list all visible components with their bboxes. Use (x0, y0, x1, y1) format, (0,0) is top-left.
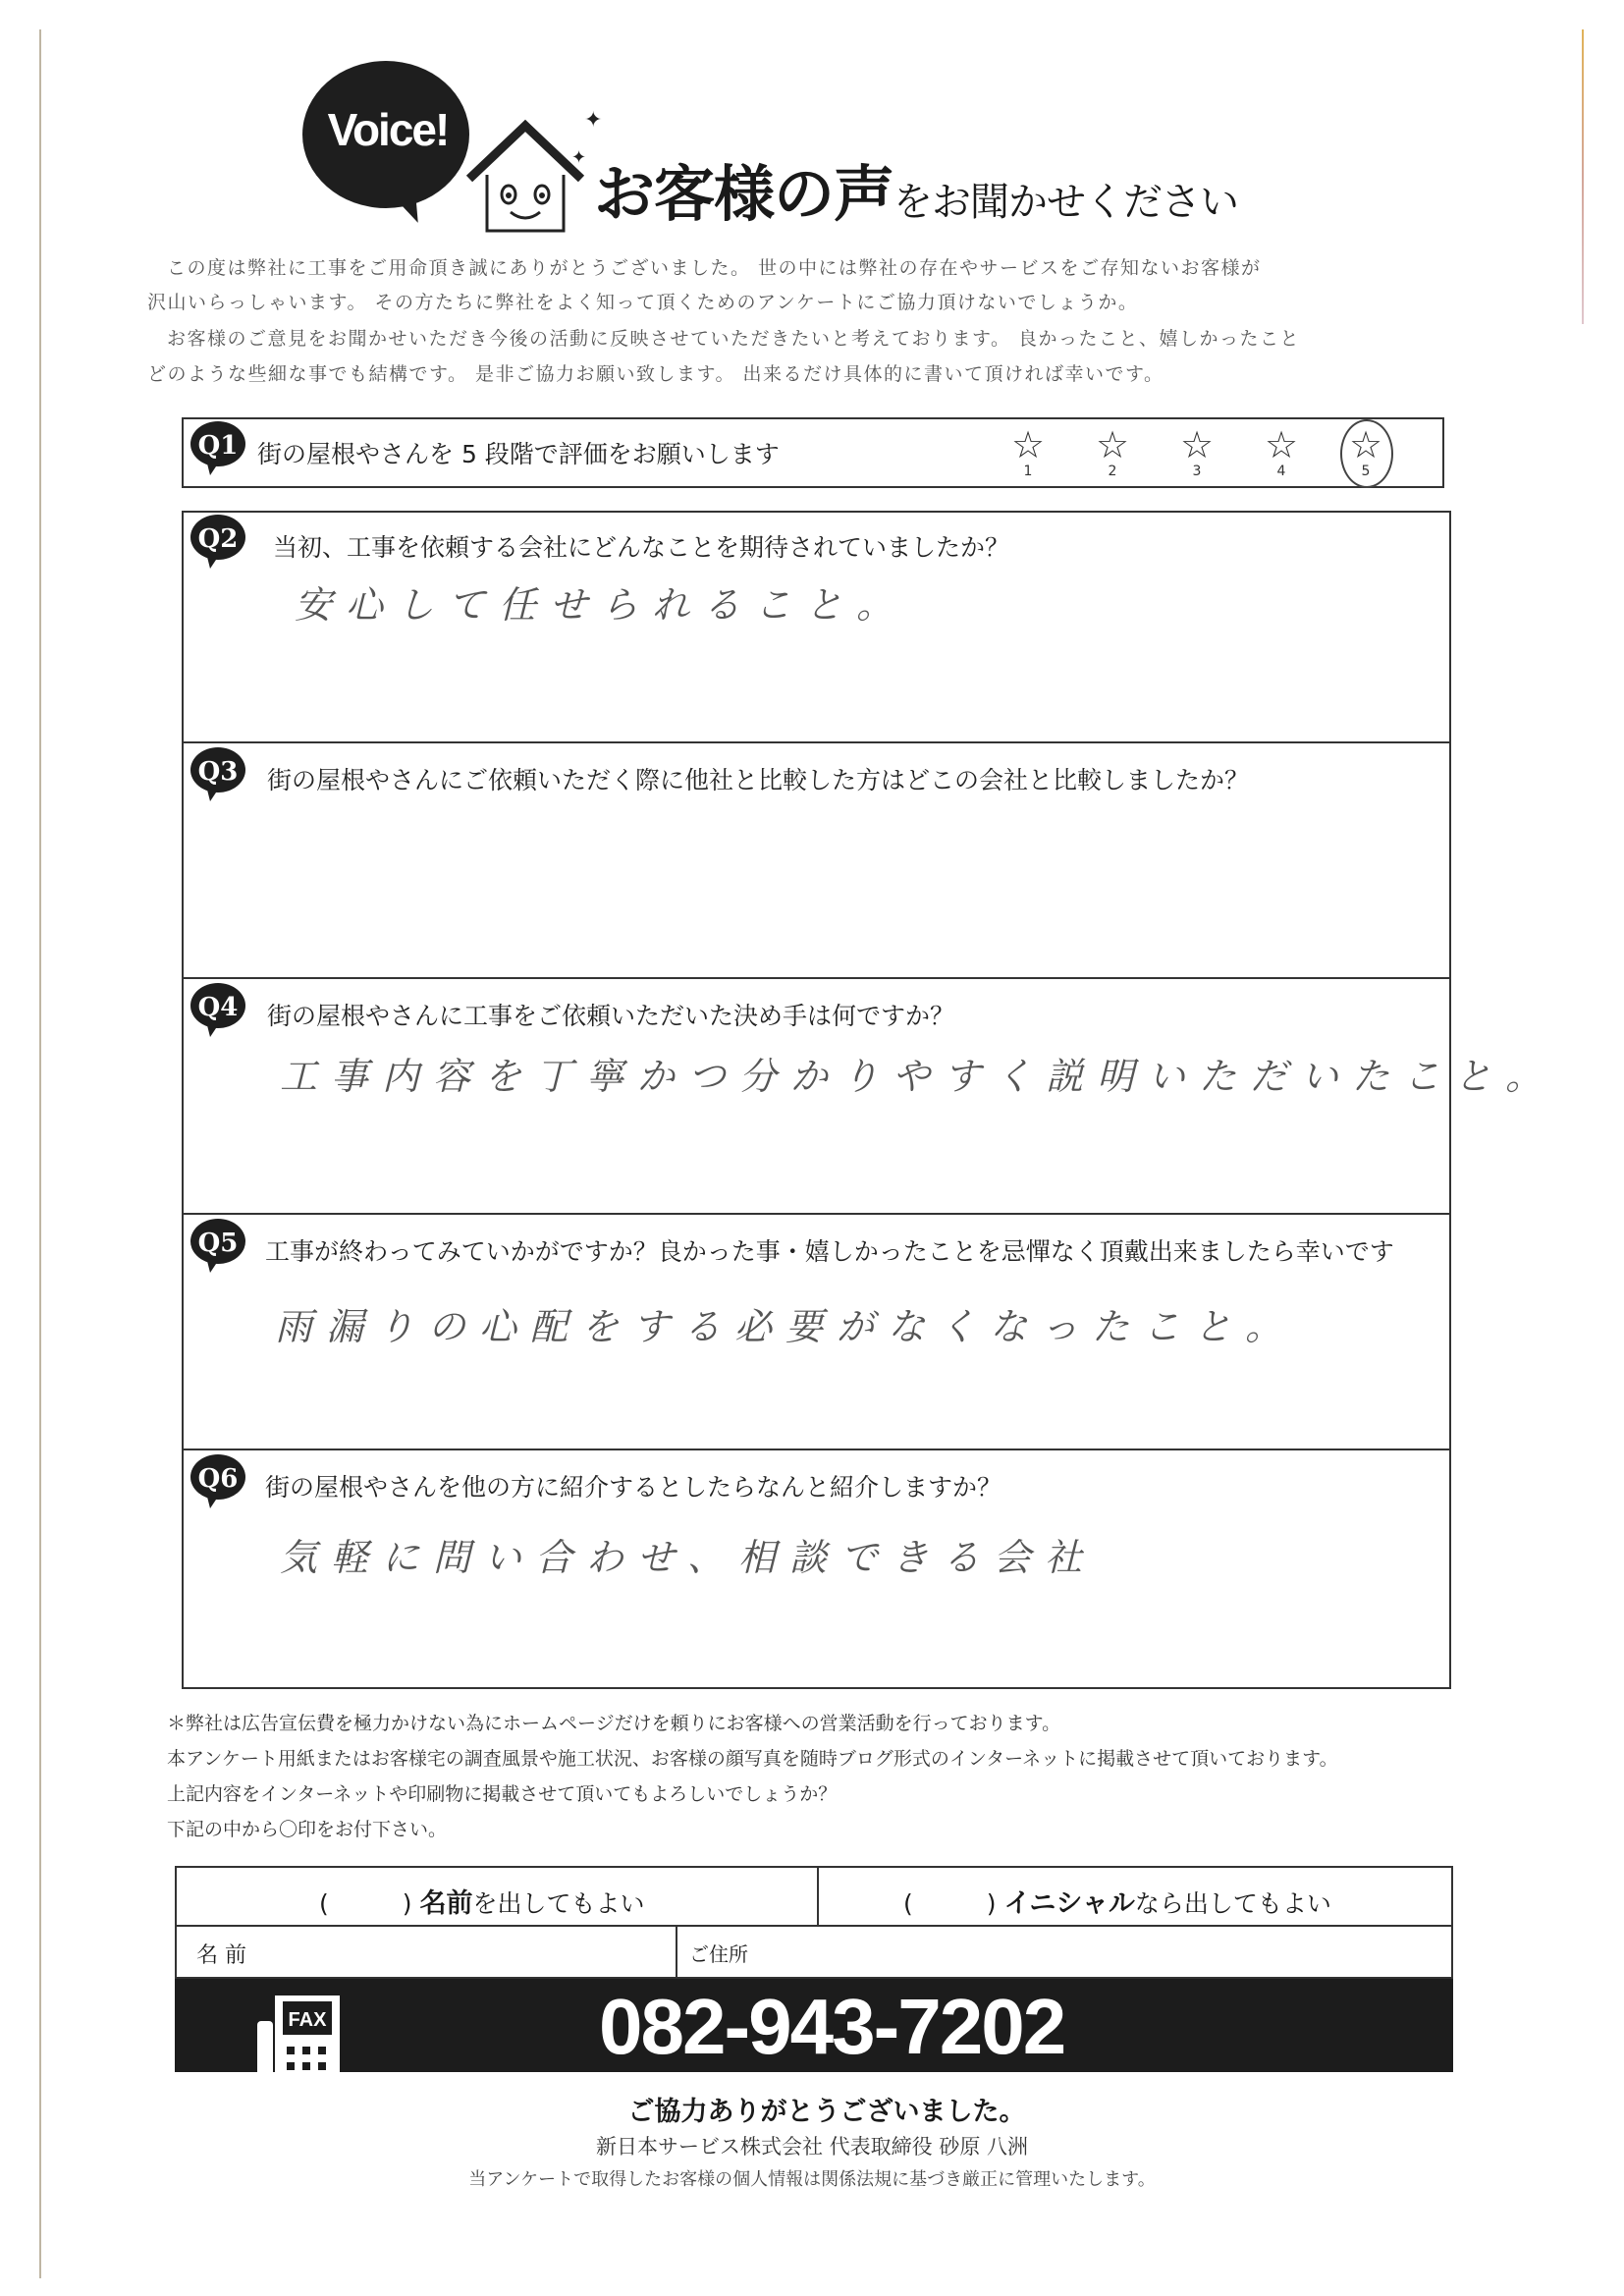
intro-line: この度は弊社に工事をご用命頂き誠にありがとうございました。 世の中には弊社の存在やサービスをご存知ないお客様が (167, 257, 1262, 279)
q2-answer[interactable]: 安心して任せられること。 (295, 583, 908, 627)
q1-badge-icon (189, 420, 247, 475)
q5-answer[interactable]: 雨漏りの心配をする必要がなくなったこと。 (275, 1305, 1297, 1348)
address-field[interactable] (766, 1927, 1448, 1978)
q5-text: 工事が終わってみていかがですか？良かった事・嬉しかったことを忌憚なく頂戴出来ましたら幸いです (265, 1237, 1394, 1266)
svg-text:Q1: Q1 (197, 431, 239, 461)
star-icon: ☆ (1265, 423, 1299, 466)
svg-text:Q5: Q5 (197, 1229, 239, 1258)
divider (676, 1925, 677, 1979)
page-title (594, 145, 1238, 233)
star-icon: ☆ (1180, 423, 1215, 466)
note-line: 本アンケート用紙またはお客様宅の調査風景や施工状況、お客様の顔写真を随時ブログ形式のインターネットに掲載させて頂いております。 (167, 1748, 1338, 1770)
note-line: 下記の中から〇印をお付下さい。 (167, 1819, 448, 1840)
rating-star-2[interactable]: ☆ 2 (1096, 423, 1130, 479)
intro-line: どのような些細な事でも結構です。 是非ご協力お願い致します。 出来るだけ具体的に書いて頂ければ幸いです。 (147, 363, 1164, 385)
rating-star-5-selected[interactable]: ☆ 5 (1349, 425, 1382, 484)
consent-option-name[interactable]: ( ) 名前を出してもよい (319, 1888, 645, 1919)
sparkle-icon: ✦ (571, 147, 587, 168)
checkbox-paren[interactable]: ( ) (319, 1889, 412, 1918)
company-name: 新日本サービス株式会社 代表取締役 砂原 八洲 (595, 2135, 1029, 2159)
star-icon: ☆ (1349, 423, 1383, 466)
note-line: ＊弊社は広告宣伝費を極力かけない為にホームページだけを頼りにお客様への営業活動を行っております。 (167, 1713, 1061, 1734)
q3-text: 街の屋根やさんにご依頼いただく際に他社と比較した方はどこの会社と比較しましたか？ (267, 766, 1250, 794)
q4-badge-icon (189, 982, 247, 1037)
q5-badge-icon (189, 1218, 247, 1273)
scan-edge-left (39, 29, 41, 2278)
scan-edge-right (1582, 29, 1584, 324)
q4-answer[interactable]: 工事内容を丁寧かつ分かりやすく説明いただいたこと。 (280, 1055, 1557, 1098)
q6-answer[interactable]: 気軽に問い合わせ、相談できる会社 (280, 1536, 1096, 1579)
privacy-notice: 当アンケートで取得したお客様の個人情報は関係法規に基づき厳正に管理いたします。 (468, 2169, 1156, 2190)
title-main: お客様の声 (594, 158, 894, 230)
svg-text:Q6: Q6 (197, 1464, 239, 1494)
rating-stars[interactable] (1011, 425, 1382, 484)
name-field[interactable] (285, 1927, 673, 1978)
checkbox-paren[interactable]: ( ) (903, 1889, 997, 1918)
intro-line: お客様のご意見をお聞かせいただき今後の活動に反映させていただきたいと考えております。 良かったこと、嬉しかったこと (167, 328, 1301, 350)
selection-circle (1340, 419, 1393, 488)
title-sub: をお聞かせください (893, 180, 1239, 225)
q6-text: 街の屋根やさんを他の方に紹介するとしたらなんと紹介しますか？ (265, 1473, 1002, 1502)
rating-star-4[interactable]: ☆ 4 (1265, 423, 1299, 479)
q1-text: 街の屋根やさんを 5 段階で評価をお願いします (257, 440, 780, 468)
name-field-label: 名 前 (196, 1943, 246, 1968)
svg-text:FAX: FAX (288, 2009, 327, 2031)
q3-badge-icon (189, 746, 247, 801)
voice-label: Voice! (327, 104, 449, 155)
rating-star-3[interactable]: ☆ 3 (1180, 423, 1215, 479)
consent-option-initial[interactable]: ( ) イニシャルなら出してもよい (903, 1888, 1331, 1919)
rating-star-1[interactable]: ☆ 1 (1011, 423, 1046, 479)
q4-text: 街の屋根やさんに工事をご依頼いただいた決め手は何ですか？ (267, 1002, 955, 1030)
star-icon: ☆ (1096, 423, 1130, 466)
address-field-label: ご住所 (689, 1942, 748, 1966)
fax-machine-icon (257, 1994, 375, 2092)
q2-badge-icon (189, 514, 247, 569)
consent-table (175, 1866, 1453, 1979)
star-icon: ☆ (1011, 423, 1046, 466)
divider (817, 1868, 819, 1925)
svg-text:Q2: Q2 (197, 524, 239, 554)
intro-line: 沢山いらっしゃいます。 その方たちに弊社をよく知って頂くためのアンケートにご協力頂けないでしょうか。 (147, 292, 1139, 313)
sparkle-icon: ✦ (584, 108, 603, 133)
smiling-house-icon (461, 118, 589, 236)
q2-text: 当初、工事を依頼する会社にどんなことを期待されていましたか？ (273, 533, 1010, 562)
note-line: 上記内容をインターネットや印刷物に掲載させて頂いてもよろしいでしょうか？ (167, 1783, 838, 1805)
svg-text:Q4: Q4 (197, 993, 239, 1022)
svg-text:Q3: Q3 (197, 757, 239, 787)
fax-number: 082-943-7202 (599, 1983, 1065, 2070)
q6-badge-icon (189, 1453, 247, 1508)
thanks-message: ご協力ありがとうございました。 (627, 2097, 1026, 2127)
